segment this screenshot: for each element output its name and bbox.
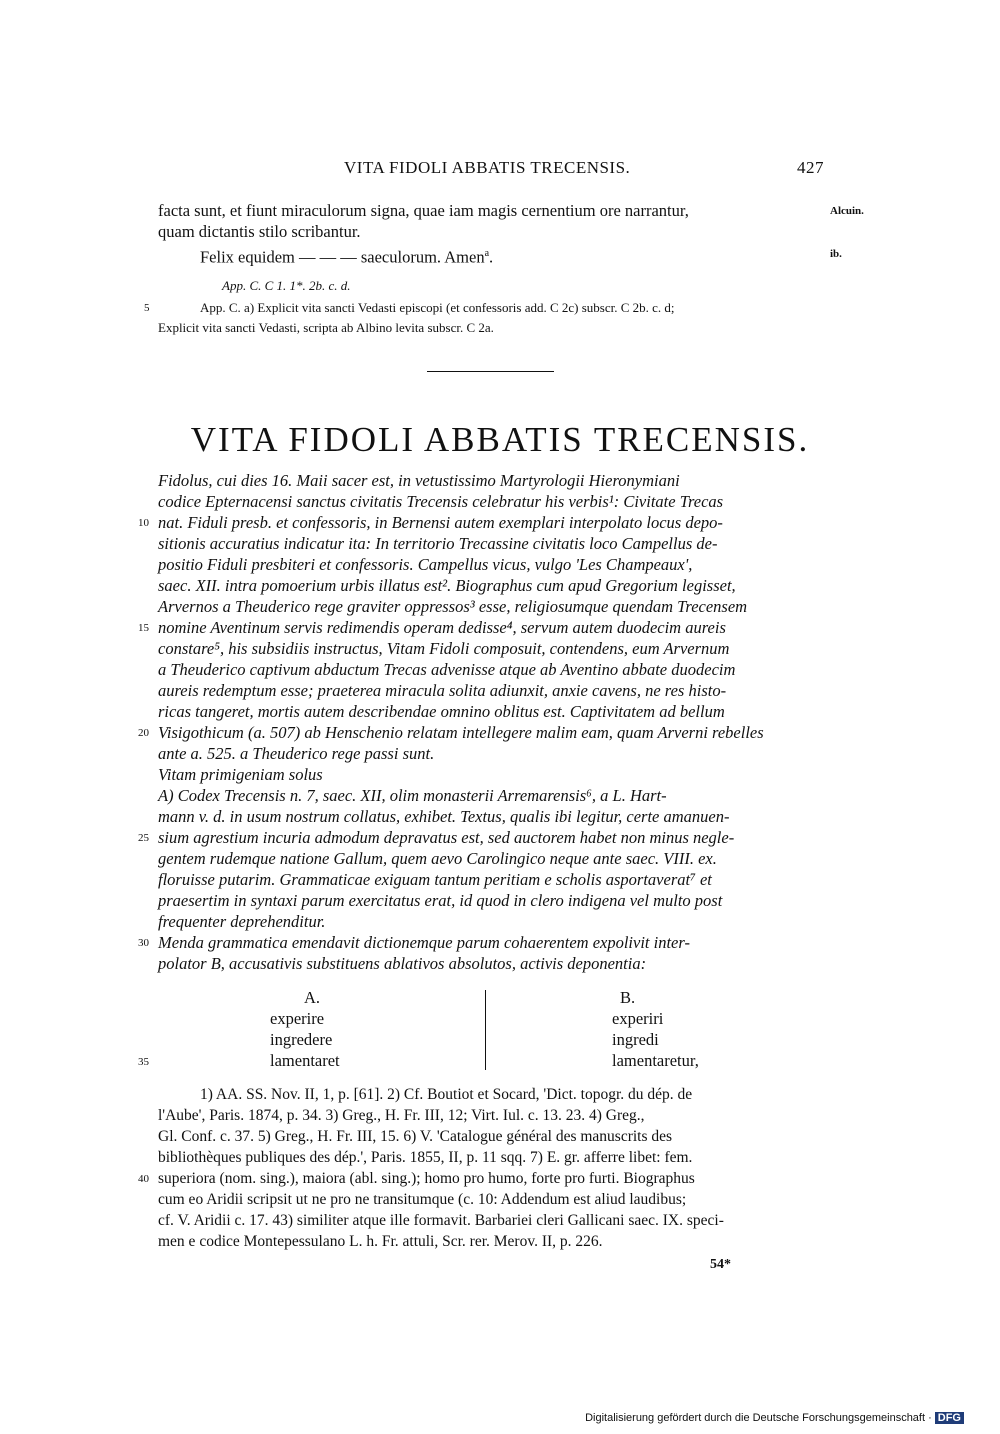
footnote-line: men e codice Montepessulano L. h. Fr. attuli, Scr. rer. Merov. II, p. 226.	[158, 1233, 603, 1250]
margin-note-ib: ib.	[830, 248, 842, 260]
line-number: 20	[138, 727, 149, 739]
intro-line: a Theuderico captivum abductum Trecas advenisse atque ab Aventino abbate duodecim	[158, 660, 736, 679]
margin-note-alcuin: Alcuin.	[830, 205, 864, 217]
intro-line: gentem rudemque natione Gallum, quem aevo Carolingico neque ante saec. VIII. ex.	[158, 849, 717, 868]
top-line-2: quam dictantis stilo scribantur.	[158, 222, 361, 241]
intro-line: saec. XII. intra pomoerium urbis illatus est². Biographus cum apud Gregorium legisset,	[158, 576, 736, 595]
intro-line: floruisse putarim. Grammaticae exiguam tantum peritiam e scholis asportaverat⁷ et	[158, 870, 712, 889]
apparatus-line-2: App. C. a) Explicit vita sancti Vedasti episcopi (et confessoris add. C 2c) subscr. C 2b. c. d;	[200, 300, 675, 315]
footnote-line: 1) AA. SS. Nov. II, 1, p. [61]. 2) Cf. Boutiot et Socard, 'Dict. topogr. du dép. de	[200, 1086, 693, 1103]
column-a-row: ingredere	[270, 1030, 333, 1049]
footnote-line: cf. V. Aridii c. 17. 43) similiter atque ille formavit. Barbariei cleri Gallicani saec. IX. speci-	[158, 1212, 724, 1229]
column-divider	[485, 990, 486, 1070]
intro-line: nat. Fiduli presb. et confessoris, in Bernensi autem exemplari interpolato locus depo-	[158, 513, 723, 532]
intro-line: positio Fiduli presbiteri et confessoris. Campellus vicus, vulgo 'Les Champeaux',	[158, 555, 693, 574]
apparatus-line-3: Explicit vita sancti Vedasti, scripta ab Albino levita subscr. C 2a.	[158, 320, 494, 335]
column-b-row: lamentaretur,	[612, 1051, 699, 1070]
footnote-line: cum eo Aridii scripsit ut ne pro ne transitumque (c. 10: Addendum est aliud laudibus;	[158, 1191, 687, 1208]
line-number: 15	[138, 622, 149, 634]
intro-line: polator B, accusativis substituens ablativos absolutos, activis deponentia:	[158, 954, 647, 973]
intro-line: Visigothicum (a. 507) ab Henschenio relatam intellegere malim eam, quam Arverni rebelles	[158, 723, 764, 742]
intro-line: ricas tangeret, mortis autem describendae omnino oblitus est. Captivitatem ad bellum	[158, 702, 725, 721]
line-number: 10	[138, 517, 149, 529]
footnote-line: superiora (nom. sing.), maiora (abl. sing.); homo pro humo, forte pro furti. Biographus	[158, 1170, 695, 1187]
column-b-row: ingredi	[612, 1030, 659, 1049]
intro-line: constare⁵, his subsidiis instructus, Vitam Fidoli composuit, contendens, eum Arvernum	[158, 639, 730, 658]
intro-line: mann v. d. in usum nostrum collatus, exhibet. Textus, qualis ibi legitur, certe amanuen-	[158, 807, 730, 826]
section-title: VITA FIDOLI ABBATIS TRECENSIS.	[190, 420, 810, 459]
column-b-row: experiri	[612, 1009, 664, 1028]
line-number: 30	[138, 937, 149, 949]
column-a-row: experire	[270, 1009, 325, 1028]
intro-line: aureis redemptum esse; praeterea miracula solita adiunxit, anxie cavens, ne res histo-	[158, 681, 727, 700]
footnote-line: Gl. Conf. c. 37. 5) Greg., H. Fr. III, 15. 6) V. 'Catalogue général des manuscrits des	[158, 1128, 673, 1145]
column-a-row: lamentaret	[270, 1051, 340, 1070]
intro-line: codice Epternacensi sanctus civitatis Trecensis celebratur his verbis¹: Civitate Trecas	[158, 492, 724, 511]
apparatus-line-1: App. C. C 1. 1*. 2b. c. d.	[222, 278, 351, 293]
top-line-1: facta sunt, et fiunt miraculorum signa, quae iam magis cernentium ore narrantur,	[158, 201, 689, 220]
column-b-head: B.	[620, 988, 636, 1007]
line-number: 25	[138, 832, 149, 844]
signature-mark: 54*	[710, 1257, 731, 1272]
intro-line: ante a. 525. a Theuderico rege passi sunt.	[158, 744, 435, 763]
top-line-3: Felix equidem — — — saeculorum. Amen$^a$.	[200, 247, 494, 267]
page-number: 427	[797, 158, 824, 177]
intro-line: Fidolus, cui dies 16. Maii sacer est, in vetustissimo Martyrologii Hieronymiani	[158, 471, 680, 490]
intro-line: Arvernos a Theuderico rege graviter oppressos³ esse, religiosumque quendam Trecensem	[158, 597, 748, 616]
intro-line: frequenter deprehenditur.	[158, 912, 326, 931]
digitization-credit: Digitalisierung gefördert durch die Deutsche Forschungsgemeinschaft · DFG	[585, 1412, 964, 1424]
running-title: VITA FIDOLI ABBATIS TRECENSIS.	[344, 158, 631, 177]
intro-line: sitionis accuratius indicatur ita: In territorio Trecassine civitatis loco Campellus de-	[158, 534, 718, 553]
separator-rule	[427, 371, 554, 372]
intro-line: nomine Aventinum servis redimendis operam dedisse⁴, servum autem duodecim aureis	[158, 618, 726, 637]
line-number: 40	[138, 1173, 149, 1185]
line-number: 5	[144, 302, 150, 314]
column-a-head: A.	[304, 988, 321, 1007]
intro-line: A) Codex Trecensis n. 7, saec. XII, olim monasterii Arremarensis⁶, a L. Hart-	[158, 786, 667, 805]
footnote-line: l'Aube', Paris. 1874, p. 34. 3) Greg., H. Fr. III, 12; Virt. Iul. c. 13. 23. 4) Greg.,	[158, 1107, 645, 1124]
footnote-line: bibliothèques publiques des dép.', Paris. 1855, II, p. 11 sqq. 7) E. gr. afferre libet: fem.	[158, 1149, 693, 1166]
intro-line: Vitam primigeniam solus	[158, 765, 323, 784]
line-number: 35	[138, 1056, 149, 1068]
intro-line: sium agrestium incuria admodum depravatus est, sed auctorem habet non minus negle-	[158, 828, 735, 847]
intro-line: praesertim in syntaxi parum exercitatus erat, id quod in clero indigena vel multo post	[158, 891, 723, 910]
intro-line: Menda grammatica emendavit dictionemque parum cohaerentem expolivit inter-	[158, 933, 690, 952]
dfg-logo: DFG	[935, 1412, 964, 1424]
